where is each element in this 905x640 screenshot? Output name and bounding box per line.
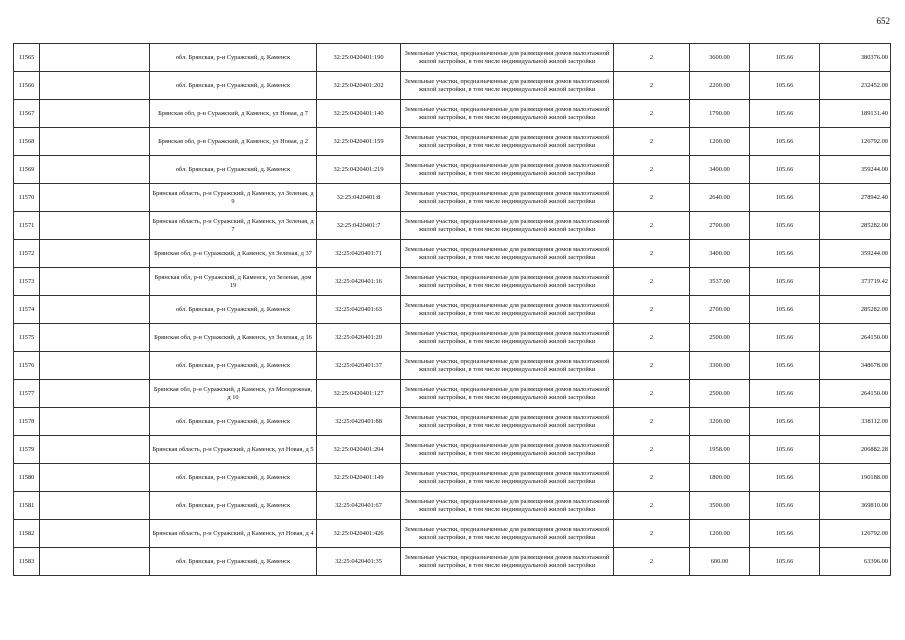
- spacer-cell: [40, 436, 150, 464]
- cadastral-value-cell: 232452.00: [820, 72, 891, 100]
- cadastral-number-cell: 32:25:0420401:63: [317, 296, 401, 324]
- group-code-cell: 2: [614, 408, 690, 436]
- land-use-category-cell: Земельные участки, предназначенные для размещения домов малоэтажной жилой застройки, в том числе индивидуальной жилой застройки: [401, 268, 614, 296]
- address-cell: Брянская область, р-н Суражский, д Каменск, ул Зеленая, д 7: [150, 212, 317, 240]
- specific-value-cell: 105.66: [750, 100, 820, 128]
- address-cell: Брянская обл, р-н Суражский, д Каменск, ул Зеленая, д 37: [150, 240, 317, 268]
- row-number: 11573: [14, 268, 40, 296]
- row-number: 11569: [14, 156, 40, 184]
- area-cell: 2640.00: [690, 184, 750, 212]
- spacer-cell: [40, 156, 150, 184]
- address-cell: обл. Брянская, р-н Суражский, д. Каменск: [150, 156, 317, 184]
- land-use-category-cell: Земельные участки, предназначенные для размещения домов малоэтажной жилой застройки, в том числе индивидуальной жилой застройки: [401, 492, 614, 520]
- area-cell: 2500.00: [690, 324, 750, 352]
- land-use-category-cell: Земельные участки, предназначенные для размещения домов малоэтажной жилой застройки, в том числе индивидуальной жилой застройки: [401, 44, 614, 72]
- area-cell: 600.00: [690, 548, 750, 576]
- row-number: 11567: [14, 100, 40, 128]
- address-cell: Брянская область, р-н Суражский, д Каменск, ул Зеленая, д 9: [150, 184, 317, 212]
- address-cell: обл. Брянская, р-н Суражский, д. Каменск: [150, 492, 317, 520]
- group-code-cell: 2: [614, 436, 690, 464]
- cadastral-number-cell: 32:25:0420401:202: [317, 72, 401, 100]
- cadastral-value-cell: 285282.00: [820, 296, 891, 324]
- spacer-cell: [40, 352, 150, 380]
- table-row: [14, 72, 891, 100]
- cadastral-number-cell: 32:25:0420401:204: [317, 436, 401, 464]
- row-number: 11577: [14, 380, 40, 408]
- row-number: 11580: [14, 464, 40, 492]
- spacer-cell: [40, 240, 150, 268]
- specific-value-cell: 105.66: [750, 380, 820, 408]
- land-use-category-cell: Земельные участки, предназначенные для размещения домов малоэтажной жилой застройки, в том числе индивидуальной жилой застройки: [401, 352, 614, 380]
- row-number: 11578: [14, 408, 40, 436]
- specific-value-cell: 105.66: [750, 548, 820, 576]
- land-use-category-cell: Земельные участки, предназначенные для размещения домов малоэтажной жилой застройки, в том числе индивидуальной жилой застройки: [401, 436, 614, 464]
- cadastral-number-cell: 32:25:0420401:16: [317, 268, 401, 296]
- group-code-cell: 2: [614, 156, 690, 184]
- cadastral-number-cell: 32:25:0420401:8: [317, 184, 401, 212]
- cadastral-value-cell: 264150.00: [820, 324, 891, 352]
- area-cell: 3400.00: [690, 156, 750, 184]
- table-row: [14, 156, 891, 184]
- address-cell: обл. Брянская, р-н Суражский, д. Каменск: [150, 548, 317, 576]
- row-number: 11576: [14, 352, 40, 380]
- table-row: [14, 128, 891, 156]
- cadastral-number-cell: 32:25:0420401:140: [317, 100, 401, 128]
- address-cell: Брянская область, р-н Суражский, д Каменск, ул Новая, д 5: [150, 436, 317, 464]
- area-cell: 3537.00: [690, 268, 750, 296]
- area-cell: 1200.00: [690, 128, 750, 156]
- specific-value-cell: 105.66: [750, 156, 820, 184]
- cadastral-value-cell: 373719.42: [820, 268, 891, 296]
- group-code-cell: 2: [614, 464, 690, 492]
- address-cell: Брянская обл, р-н Суражский, д Каменск, ул Новая, д 2: [150, 128, 317, 156]
- cadastral-number-cell: 32:25:0420401:190: [317, 44, 401, 72]
- cadastral-number-cell: 32:25:0420401:71: [317, 240, 401, 268]
- address-cell: обл. Брянская, р-н Суражский, д. Каменск: [150, 44, 317, 72]
- group-code-cell: 2: [614, 380, 690, 408]
- table-body: [14, 44, 891, 576]
- area-cell: 1800.00: [690, 464, 750, 492]
- specific-value-cell: 105.66: [750, 240, 820, 268]
- cadastral-number-cell: 32:25:0420401:88: [317, 408, 401, 436]
- address-cell: Брянская обл, р-н Суражский, д Каменск, ул Молодежная, д 10: [150, 380, 317, 408]
- group-code-cell: 2: [614, 548, 690, 576]
- area-cell: 3500.00: [690, 492, 750, 520]
- row-number: 11574: [14, 296, 40, 324]
- cadastral-value-cell: 264150.00: [820, 380, 891, 408]
- table-row: [14, 296, 891, 324]
- cadastral-value-cell: 359244.00: [820, 156, 891, 184]
- spacer-cell: [40, 184, 150, 212]
- area-cell: 1200.00: [690, 520, 750, 548]
- cadastral-value-cell: 348678.00: [820, 352, 891, 380]
- row-number: 11583: [14, 548, 40, 576]
- cadastral-value-cell: 206882.28: [820, 436, 891, 464]
- cadastral-value-cell: 63396.00: [820, 548, 891, 576]
- group-code-cell: 2: [614, 100, 690, 128]
- address-cell: обл. Брянская, р-н Суражский, д. Каменск: [150, 296, 317, 324]
- group-code-cell: 2: [614, 44, 690, 72]
- specific-value-cell: 105.66: [750, 212, 820, 240]
- table-row: [14, 100, 891, 128]
- row-number: 11579: [14, 436, 40, 464]
- land-use-category-cell: Земельные участки, предназначенные для размещения домов малоэтажной жилой застройки, в том числе индивидуальной жилой застройки: [401, 380, 614, 408]
- table-row: [14, 492, 891, 520]
- group-code-cell: 2: [614, 268, 690, 296]
- land-use-category-cell: Земельные участки, предназначенные для размещения домов малоэтажной жилой застройки, в том числе индивидуальной жилой застройки: [401, 296, 614, 324]
- specific-value-cell: 105.66: [750, 492, 820, 520]
- cadastral-number-cell: 32:25:0420401:127: [317, 380, 401, 408]
- table-row: [14, 268, 891, 296]
- spacer-cell: [40, 492, 150, 520]
- cadastral-value-cell: 285282.00: [820, 212, 891, 240]
- land-use-category-cell: Земельные участки, предназначенные для размещения домов малоэтажной жилой застройки, в том числе индивидуальной жилой застройки: [401, 100, 614, 128]
- spacer-cell: [40, 268, 150, 296]
- address-cell: Брянская обл, р-н Суражский, д Каменск, ул Зеленая, дом 19: [150, 268, 317, 296]
- address-cell: обл. Брянская, р-н Суражский, д. Каменск: [150, 72, 317, 100]
- row-number: 11565: [14, 44, 40, 72]
- group-code-cell: 2: [614, 324, 690, 352]
- area-cell: 3600.00: [690, 44, 750, 72]
- table-row: [14, 212, 891, 240]
- spacer-cell: [40, 548, 150, 576]
- cadastral-value-table: [13, 43, 891, 576]
- cadastral-number-cell: 32:25:0420401:20: [317, 324, 401, 352]
- table-row: [14, 408, 891, 436]
- specific-value-cell: 105.66: [750, 128, 820, 156]
- cadastral-number-cell: 32:25:0420401:149: [317, 464, 401, 492]
- spacer-cell: [40, 72, 150, 100]
- row-number: 11568: [14, 128, 40, 156]
- land-use-category-cell: Земельные участки, предназначенные для размещения домов малоэтажной жилой застройки, в том числе индивидуальной жилой застройки: [401, 184, 614, 212]
- cadastral-value-cell: 126792.00: [820, 128, 891, 156]
- land-use-category-cell: Земельные участки, предназначенные для размещения домов малоэтажной жилой застройки, в том числе индивидуальной жилой застройки: [401, 212, 614, 240]
- area-cell: 3300.00: [690, 352, 750, 380]
- group-code-cell: 2: [614, 184, 690, 212]
- table-row: [14, 240, 891, 268]
- group-code-cell: 2: [614, 212, 690, 240]
- area-cell: 2200.00: [690, 72, 750, 100]
- cadastral-value-cell: 338112.00: [820, 408, 891, 436]
- specific-value-cell: 105.66: [750, 184, 820, 212]
- row-number: 11566: [14, 72, 40, 100]
- cadastral-number-cell: 32:25:0420401:219: [317, 156, 401, 184]
- group-code-cell: 2: [614, 240, 690, 268]
- row-number: 11581: [14, 492, 40, 520]
- row-number: 11582: [14, 520, 40, 548]
- specific-value-cell: 105.66: [750, 352, 820, 380]
- table-row: [14, 44, 891, 72]
- area-cell: 1790.00: [690, 100, 750, 128]
- area-cell: 1958.00: [690, 436, 750, 464]
- land-use-category-cell: Земельные участки, предназначенные для размещения домов малоэтажной жилой застройки, в том числе индивидуальной жилой застройки: [401, 128, 614, 156]
- specific-value-cell: 105.66: [750, 520, 820, 548]
- page-number: 652: [876, 16, 890, 26]
- spacer-cell: [40, 100, 150, 128]
- land-use-category-cell: Земельные участки, предназначенные для размещения домов малоэтажной жилой застройки, в том числе индивидуальной жилой застройки: [401, 156, 614, 184]
- spacer-cell: [40, 324, 150, 352]
- table-row: [14, 548, 891, 576]
- specific-value-cell: 105.66: [750, 464, 820, 492]
- table-row: [14, 520, 891, 548]
- spacer-cell: [40, 464, 150, 492]
- area-cell: 3200.00: [690, 408, 750, 436]
- group-code-cell: 2: [614, 520, 690, 548]
- spacer-cell: [40, 520, 150, 548]
- area-cell: 2700.00: [690, 296, 750, 324]
- spacer-cell: [40, 212, 150, 240]
- cadastral-value-cell: 190188.00: [820, 464, 891, 492]
- group-code-cell: 2: [614, 492, 690, 520]
- cadastral-number-cell: 32:25:0420401:37: [317, 352, 401, 380]
- specific-value-cell: 105.66: [750, 44, 820, 72]
- specific-value-cell: 105.66: [750, 408, 820, 436]
- cadastral-number-cell: 32:25:0420401:159: [317, 128, 401, 156]
- cadastral-number-cell: 32:25:0420401:67: [317, 492, 401, 520]
- spacer-cell: [40, 44, 150, 72]
- specific-value-cell: 105.66: [750, 72, 820, 100]
- address-cell: обл. Брянская, р-н Суражский, д. Каменск: [150, 464, 317, 492]
- address-cell: Брянская обл, р-н Суражский, д Каменск, ул Зеленая, д 16: [150, 324, 317, 352]
- land-use-category-cell: Земельные участки, предназначенные для размещения домов малоэтажной жилой застройки, в том числе индивидуальной жилой застройки: [401, 464, 614, 492]
- cadastral-value-cell: 359244.00: [820, 240, 891, 268]
- specific-value-cell: 105.66: [750, 268, 820, 296]
- cadastral-value-cell: 380376.00: [820, 44, 891, 72]
- row-number: 11570: [14, 184, 40, 212]
- land-use-category-cell: Земельные участки, предназначенные для размещения домов малоэтажной жилой застройки, в том числе индивидуальной жилой застройки: [401, 72, 614, 100]
- land-use-category-cell: Земельные участки, предназначенные для размещения домов малоэтажной жилой застройки, в том числе индивидуальной жилой застройки: [401, 548, 614, 576]
- cadastral-number-cell: 32:25:0420401:426: [317, 520, 401, 548]
- row-number: 11571: [14, 212, 40, 240]
- specific-value-cell: 105.66: [750, 436, 820, 464]
- group-code-cell: 2: [614, 352, 690, 380]
- group-code-cell: 2: [614, 72, 690, 100]
- table-row: [14, 184, 891, 212]
- row-number: 11572: [14, 240, 40, 268]
- address-cell: Брянская обл, р-н Суражский, д Каменск, ул Новая, д 7: [150, 100, 317, 128]
- land-use-category-cell: Земельные участки, предназначенные для размещения домов малоэтажной жилой застройки, в том числе индивидуальной жилой застройки: [401, 324, 614, 352]
- cadastral-number-cell: 32:25:0420401:35: [317, 548, 401, 576]
- cadastral-value-cell: 369810.00: [820, 492, 891, 520]
- area-cell: 3400.00: [690, 240, 750, 268]
- land-use-category-cell: Земельные участки, предназначенные для размещения домов малоэтажной жилой застройки, в том числе индивидуальной жилой застройки: [401, 408, 614, 436]
- cadastral-value-cell: 126792.00: [820, 520, 891, 548]
- area-cell: 2500.00: [690, 380, 750, 408]
- spacer-cell: [40, 296, 150, 324]
- row-number: 11575: [14, 324, 40, 352]
- table-row: [14, 380, 891, 408]
- cadastral-number-cell: 32:25:0420401:7: [317, 212, 401, 240]
- table-row: [14, 436, 891, 464]
- address-cell: Брянская область, р-н Суражский, д Каменск, ул Новая, д 4: [150, 520, 317, 548]
- address-cell: обл. Брянская, р-н Суражский, д. Каменск: [150, 352, 317, 380]
- land-use-category-cell: Земельные участки, предназначенные для размещения домов малоэтажной жилой застройки, в том числе индивидуальной жилой застройки: [401, 520, 614, 548]
- spacer-cell: [40, 380, 150, 408]
- cadastral-value-cell: 278942.40: [820, 184, 891, 212]
- specific-value-cell: 105.66: [750, 324, 820, 352]
- area-cell: 2700.00: [690, 212, 750, 240]
- spacer-cell: [40, 128, 150, 156]
- address-cell: обл. Брянская, р-н Суражский, д. Каменск: [150, 408, 317, 436]
- table-row: [14, 352, 891, 380]
- group-code-cell: 2: [614, 128, 690, 156]
- spacer-cell: [40, 408, 150, 436]
- specific-value-cell: 105.66: [750, 296, 820, 324]
- group-code-cell: 2: [614, 296, 690, 324]
- land-use-category-cell: Земельные участки, предназначенные для размещения домов малоэтажной жилой застройки, в том числе индивидуальной жилой застройки: [401, 240, 614, 268]
- table-row: [14, 324, 891, 352]
- cadastral-value-cell: 189131.40: [820, 100, 891, 128]
- table-row: [14, 464, 891, 492]
